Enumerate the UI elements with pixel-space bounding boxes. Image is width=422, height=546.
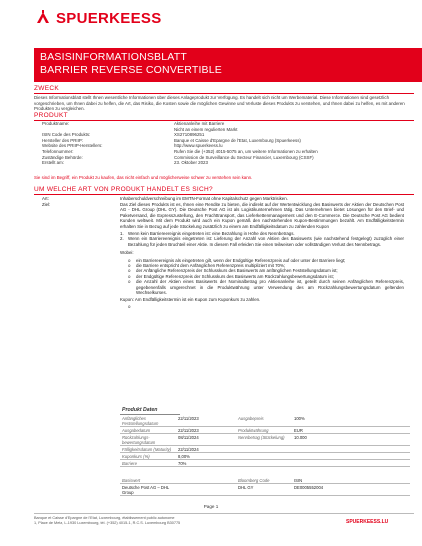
- table-row: Rückzahlungs-bewertungsdatum 08/11/2024 Nennbetrag (Stückelung) 10.000: [120, 434, 410, 446]
- art-label: Art:: [42, 196, 49, 201]
- brand-logo: [34, 9, 162, 27]
- zweck-title: ZWECK: [34, 85, 414, 94]
- table-row: Barriere 70%: [120, 460, 410, 467]
- list-item: o der Anfängliche Referenzpreis der Schlusskurs des Basiswerts am anfänglichen Feststellungsdatum ist;: [128, 268, 338, 274]
- wobei-label: Wobei:: [120, 250, 134, 256]
- table-row: Produktname: Aktienanleihe mit Barriere: [42, 121, 225, 126]
- table-row: Nicht an einem regulierten Markt: [174, 126, 238, 132]
- list-item: o der Endgültige Referenzpreis der Schlusskurs des Basiswerts am Rückzahlungsbewertungsdatum ist;: [128, 273, 334, 279]
- website-link[interactable]: http://www.spuerkeess.lu: [174, 143, 223, 149]
- art-value: Inhaberschuldverschreibung im EMTN-Format ohne Kapitalschutz gegen Marktrisiken.: [120, 196, 288, 201]
- footer-divider: [34, 513, 414, 514]
- warning-note: Sie sind im Begriff, ein Produkt zu kaufen, das nicht einfach und möglicherweise schwer zu verstehen sein kann.: [34, 175, 253, 180]
- table-row: Telefonnummer: Rufen Sie die (+352) 4015-5075 an, um weitere Informationen zu erhalten: [42, 148, 318, 154]
- spuerkeess-logo-icon: [34, 9, 52, 27]
- produkt-title: PRODUKT: [34, 112, 414, 121]
- zweck-section: [34, 85, 414, 112]
- page-header: [0, 0, 422, 46]
- table-row: Hersteller des PRIIP: Banque et Caisse d'Epargne de l'Etat, Luxembourg (Spuerkeess): [42, 137, 301, 143]
- footer-address: Banque et Caisse d'Epargne de l'Etat, Luxembourg, établissement public autonome 1, Place de Metz, L-1930 Luxembourg, tél. (+352) 4015-1, R.C.S. Luxembourg B30775: [34, 516, 181, 525]
- table-row: Zuständige Behörde: Commission de Surveillance du Secteur Financier, Luxembourg (CSSF): [42, 154, 314, 160]
- produkt-info-table: [34, 121, 406, 166]
- document-title-banner: [34, 48, 422, 82]
- zweck-text: Dieses Informationsblatt stellt Ihnen wesentliche Informationen über dieses Anlageprodukt zur Verfügung. Es handelt sich nicht um Werbematerial. Diese Informationen sind gesetzlich vorgeschrieben, um Ihnen dabei zu helfen, die Art, das Risiko, die Kosten sowie die möglichen Gewinne und Verluste dieses Produkts zu verstehen, und Ihnen dabei zu helfen, es mit anderen Produkten zu vergleichen.: [34, 95, 405, 112]
- ziel-body: [120, 202, 404, 309]
- table-row: Ausgabedatum 22/11/2023 Produktwährung EUR: [120, 427, 410, 434]
- table-row: Fälligkeitsdatum (Maturity) 22/11/2024: [120, 446, 410, 453]
- list-item: 1. Wenn kein Barriereereignis eingetreten ist: eine Bezahlung in Höhe des Nennbetrags.: [120, 231, 295, 237]
- table-row: Deutsche Post AG – DHL Group DHL GY DE0005552004: [120, 484, 410, 496]
- table-row: ISIN Code des Produkts: XS2710896251: [42, 132, 205, 138]
- table-row: Kuponkurs (%) 8,00%: [120, 453, 410, 460]
- list-item: o ein Barriereereignis als eingetreten gilt, wenn der Endgültige Referenzpreis auf oder unter der Barriere liegt;: [128, 257, 346, 263]
- table-row: Erstellt am: 23. Oktober 2023: [42, 160, 208, 166]
- table-row: Anfängliches Feststellungsdatum 22/11/2023 Ausgabepreis 100%: [120, 415, 410, 427]
- kupon-text: Kupon: Am Endfälligkeitstermin ist ein Kupon zum Kuponkurs zu zahlen.: [120, 296, 261, 302]
- ziel-text: Das Ziel dieses Produkts ist es, Ihnen eine Rendite zu bieten, die indirekt auf der Wertentwicklung des Basiswerts der Aktien der Deutschen Post AG - DHL Group (DHL GY). Die Deutsche Post AG ist als Logistikunternehmen tätig. Das Unternehmen bietet Lösungen für den Brief- und Paketversand, die Expresszustellung, den Frachttransport, das Lieferkettenmanagement und den E-Commerce. Die Deutsche Post AG bedient Kunden weltweit. Mit dem Produkt wird auch ein Kupon gemäß den nachstehenden Kupon-Bestimmungen bezahlt. Am Endfälligkeitstermin erhalten Sie in Bezug auf jede Stückelung zusätzlich zu einem am Endfälligkeitsdatum zu zahlenden Kupon: [120, 202, 404, 229]
- footer-website-link[interactable]: SPUERKEESS.LU: [346, 519, 389, 525]
- art-row: [34, 196, 414, 202]
- table-row: Basiswert Bloomberg Code ISIN: [120, 477, 410, 484]
- produkt-section: [34, 112, 414, 121]
- art-title: UM WELCHE ART VON PRODUKT HANDELT ES SICH?: [34, 186, 414, 195]
- brand-name: SPUERKEESS: [56, 9, 162, 27]
- art-section: [34, 186, 414, 195]
- list-item: o: [128, 303, 131, 309]
- list-item: o die Barriere entspricht dem Anfänglichen Referenzpreis multipliziert mit 70%;: [128, 263, 286, 269]
- document-subtitle: BARRIER REVERSE CONVERTIBLE: [40, 64, 223, 76]
- table-row: Website des PRIIP-Herstellers: http://www.spuerkeess.lu: [34, 143, 406, 149]
- produkt-daten-table: [120, 406, 410, 496]
- list-item: o die Anzahl der Aktien eines Basiswerts der Nominalbetrag pro Aktienanleihe ist, geteilt durch seinen Anfänglichen Referenzpreis, gegebenenfalls umgerechnet in die Produktwährung unter Verwendung des am Rückzahlungsbewertungsdatum geltenden Wechselkurses.: [128, 279, 404, 296]
- list-item: 2. Wenn ein Barriereereignis eingetreten ist: Lieferung der Anzahl von Aktien des Basiswerts (wie nachstehend festgelegt) zuzüglich einer Bezahlung für jeden Bruchteil einer Aktie. In diesem Fall erleiden Sie einen teilweisen oder vollständigen Verlust des Nennbetrags.: [120, 236, 404, 247]
- ziel-row: [34, 202, 414, 309]
- ziel-label: Ziel:: [42, 202, 51, 207]
- produkt-daten-title: Produkt Daten: [120, 406, 180, 415]
- document-title: BASISINFORMATIONSBLATT: [40, 51, 187, 63]
- page-number: Page 1: [203, 504, 219, 509]
